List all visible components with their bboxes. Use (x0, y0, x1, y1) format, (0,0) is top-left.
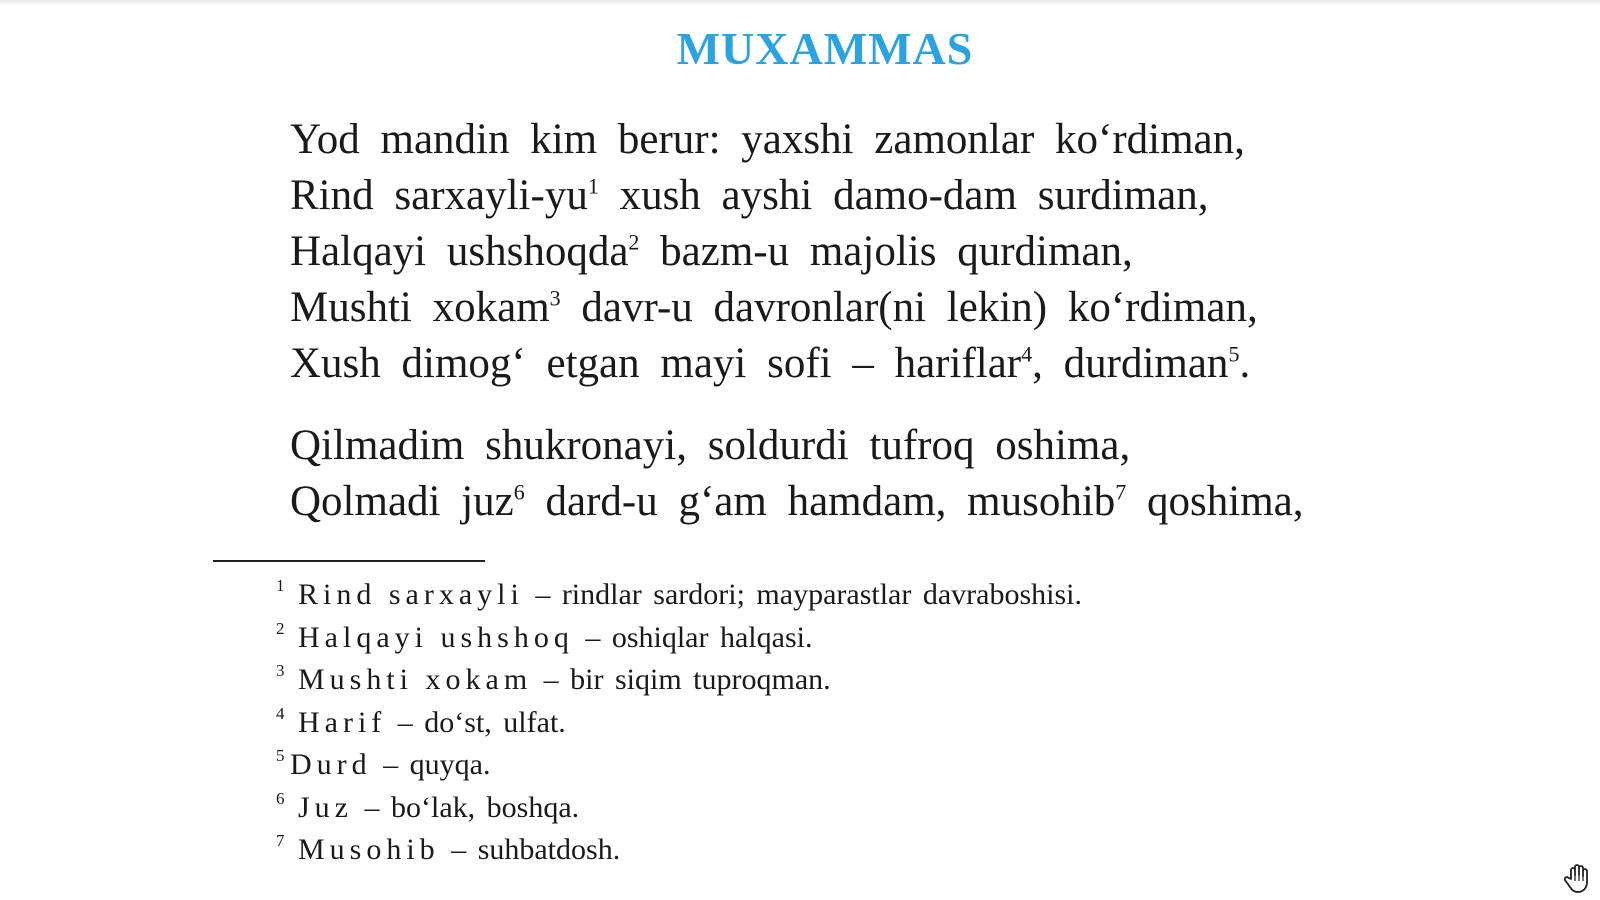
footnote-definition: – bo‘lak, boshqa. (353, 790, 580, 824)
footnote-item (276, 787, 1376, 830)
line-part: xush ayshi damo-dam surdiman, (598, 172, 1209, 219)
footnote-definition: – suhbatdosh. (439, 833, 621, 866)
footnote-ref[interactable]: 1 (587, 173, 599, 199)
line-part: davr-u davronlar(ni lekin) ko‘rdiman, (560, 284, 1258, 331)
footnote-term: Halqayi ushshoq (298, 620, 574, 654)
footnote-term: Durd (290, 748, 372, 781)
footnote-term: Musohib (298, 833, 440, 866)
footnote-divider (213, 560, 485, 562)
line-part: Rind sarxayli-yu (290, 172, 588, 219)
footnote-number: 5 (276, 746, 285, 765)
line-part: . (1239, 340, 1251, 387)
poem-line (290, 168, 1490, 224)
footnote-item (276, 659, 1376, 702)
footnote-definition: – oshiqlar halqasi. (573, 620, 813, 654)
page-top-edge (0, 0, 1600, 6)
footnote-ref[interactable]: 5 (1228, 341, 1240, 367)
footnote-item (276, 744, 1376, 787)
footnote-number: 2 (276, 618, 285, 638)
footnote-ref[interactable]: 6 (513, 479, 525, 505)
footnote-term: Juz (298, 790, 353, 824)
footnote-definition: – do‘st, ulfat. (386, 705, 566, 739)
footnote-term: Harif (298, 705, 387, 739)
footnote-number: 4 (276, 703, 285, 723)
footnote-number: 1 (276, 576, 285, 595)
poem-line (290, 474, 1490, 530)
footnote-ref[interactable]: 2 (628, 229, 640, 255)
stanza-2 (290, 418, 1490, 530)
line-part: Xush dimog‘ etgan mayi sofi – hariflar (290, 340, 1022, 387)
footnote-ref[interactable]: 7 (1115, 479, 1127, 505)
footnote-item (276, 702, 1376, 745)
poem (290, 112, 1490, 530)
footnote-term: Mushti xokam (298, 663, 533, 696)
footnote-item (276, 574, 1376, 617)
footnote-term: Rind sarxayli (298, 578, 524, 611)
poem-line: Yod mandin kim berur: yaxshi zamonlar ko‘rdiman, (290, 116, 1245, 163)
footnote-definition: – rindlar sardori; mayparastlar davraboshisi. (523, 578, 1082, 611)
poem-line (290, 336, 1490, 392)
footnote-definition: – quyqa. (371, 748, 491, 781)
line-part: dard-u g‘am hamdam, musohib (524, 478, 1116, 525)
line-part: , durdiman (1032, 340, 1229, 387)
line-part: bazm-u majolis qurdiman, (639, 228, 1133, 275)
footnotes (276, 574, 1376, 872)
stanza-1 (290, 112, 1490, 392)
footnote-item (276, 617, 1376, 660)
footnote-definition: – bir siqim tuproqman. (532, 663, 831, 696)
line-part: Mushti xokam (290, 284, 550, 331)
footnote-number: 7 (276, 831, 285, 850)
poem-line (290, 224, 1490, 280)
footnote-number: 6 (276, 788, 285, 808)
line-part: Qolmadi juz (290, 478, 514, 525)
hand-grab-icon (1564, 862, 1594, 894)
poem-line (290, 280, 1490, 336)
poem-line: Qilmadim shukronayi, soldurdi tufroq oshima, (290, 422, 1131, 469)
footnote-number: 3 (276, 661, 285, 680)
line-part: qoshima, (1126, 478, 1304, 525)
footnote-item (276, 829, 1376, 872)
page-title: MUXAMMAS (676, 23, 974, 74)
footnote-ref[interactable]: 3 (549, 285, 561, 311)
line-part: Halqayi ushshoqda (290, 228, 629, 275)
footnote-ref[interactable]: 4 (1021, 341, 1033, 367)
